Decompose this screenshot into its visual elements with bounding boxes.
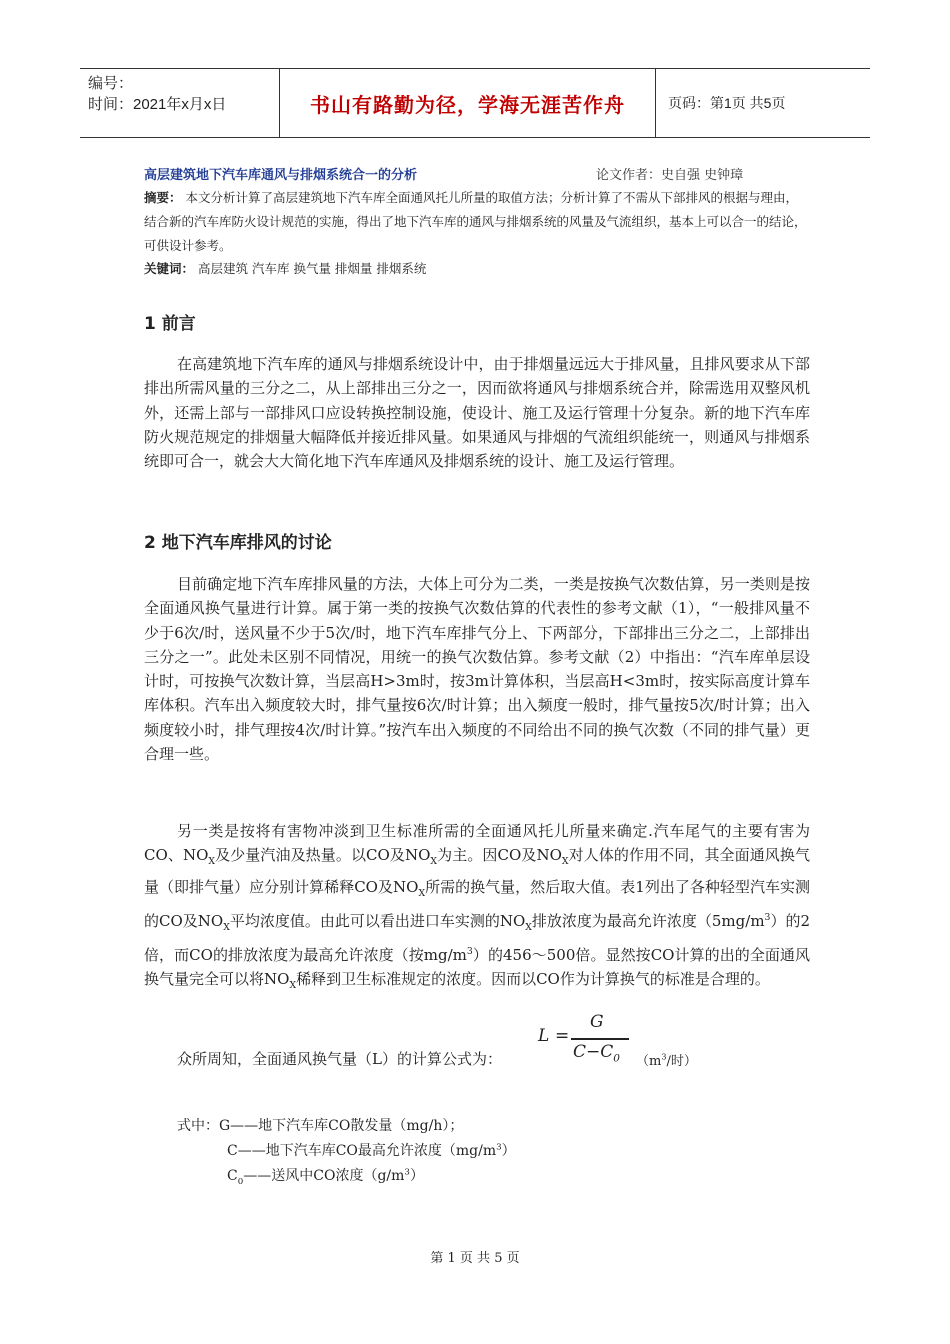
section-1-paragraph: 在高建筑地下汽车库的通风与排烟系统设计中，由于排烟量远远大于排风量，且排风要求从下部排出所需风量的三分之二，从上部排出三分之一，因而欲将通风与排烟系统合并，除需选用双整风机外，还需上部与一部排风口应设转换控制设施，使设计、施工及运行管理十分复杂。新的地下汽车库防火规范规定的排烟量大幅降低并接近排风量。如果通风与排烟的气流组织能统一，则通风与排烟系统即可合一，就会大大简化地下汽车库通风及排烟系统的设计、施工及运行管理。 [144,355,810,471]
subscript-x: X [208,856,216,868]
subscript-x: X [418,887,426,899]
subscript-x: X [561,856,569,868]
text-run: 另一类是按将有害物冲淡到卫生标准所需的全面通风托儿所量来确定.汽车尾气的主要有害为CO、NO [144,822,810,865]
formula-lhs: L [538,1026,550,1046]
subscript-x: X [289,980,297,992]
fraction-bar [571,1038,629,1040]
doc-number-label: 编号： [88,75,134,92]
header-page-info: 页码：第1页 共5页 [668,95,786,111]
definition-text: ） [409,1168,424,1184]
text-run: 所需的换气量，然后取大值。表1列出了各种轻型汽车实测的CO及NO [144,877,810,930]
subscript-0: 0 [237,1176,244,1187]
section-2-paragraph-1: 目前确定地下汽车库排风量的方法，大体上可分为二类，一类是按换气次数估算，另一类则是按全面通风换气量进行计算。属于第一类的按换气次数估算的代表性的参考文献（1），“一般排风量不少于6次/时，送风量不少于5次/时，地下汽车库排气分上、下两部分，下部排出三分之二，上部排出三分之一”。此处未区别不同情况，用统一的换气次数估算。参考文献（2）中指出：“汽车库单层设计时，可按换气次数计算，当层高H>3m时，按3m计算体积，当层高H<3m时，按实际高度计算车库体积。汽车出入频度较大时，排气量按6次/时计算；出入频度一般时，排气量按5次/时计算；出入频度较小时，排气理按4次/时计算。”按汽车出入频度的不同给出不同的换气次数（不同的排气量）更合理一些。 [144,575,810,764]
text-run: 对人体的作用不同，其全面通风换气量（即排气量）应分别计算稀释CO及NO [144,846,810,896]
definition-text: ——送风中CO浓度（g/m [243,1168,405,1184]
definition-c [227,1140,516,1160]
abstract-label: 摘要： [144,190,182,205]
superscript-3: 3 [764,911,771,923]
text-run: 为主。因CO及NO [437,846,562,865]
keywords-text: 高层建筑 汽车库 换气量 排烟量 排烟系统 [198,261,427,276]
text-run: 排放浓度为最高允许浓度（5mg/m [531,911,765,930]
abstract [144,186,810,258]
section-2-paragraph-2 [144,819,810,999]
text-run: ）的2倍，而CO的排放浓度为最高允许浓度（按mg/m [144,911,811,965]
formula-numerator: G [590,1012,604,1032]
article-title-row [144,164,804,183]
header-motto: 书山有路勤为径，学海无涯苦作舟 [280,69,656,137]
keywords [144,259,426,277]
definition-c0 [227,1165,424,1187]
page-footer: 第 1 页 共 5 页 [430,1251,520,1266]
unit-text: /时） [666,1054,697,1069]
subscript-x: X [223,921,230,933]
ventilation-formula [538,1010,638,1070]
subscript-x: X [430,856,438,868]
formula-unit [636,1050,697,1069]
article-authors: 论文作者：史自强 史钟璋 [596,168,744,183]
subscript-x: X [525,921,532,933]
text-run: 平均浓度值。由此可以看出进口车实测的NO [229,911,526,930]
formula-intro: 众所周知，全面通风换气量（L）的计算公式为： [177,1050,502,1068]
formula-denominator [573,1042,620,1064]
definition-g: 式中：G——地下汽车库CO散发量（mg/h）； [177,1118,464,1134]
header-table [80,68,870,138]
formula-equals: = [555,1026,570,1046]
definition-text: C [227,1168,238,1184]
abstract-text: 本文分析计算了高层建筑地下汽车库全面通风托儿所量的取值方法；分析计算了不需从下部排风的根据与理由，结合新的汽车库防火设计规范的实施，得出了地下汽车库的通风与排烟系统的风量及气流组织，基本上可以合一的结论，可供设计参考。 [144,190,807,253]
section-heading-1: 1 前言 [144,314,196,334]
superscript-3: 3 [661,1052,667,1062]
doc-date: 时间：2021年x月x日 [88,96,227,113]
definition-text: C——地下汽车库CO最高允许浓度（mg/m [227,1143,497,1159]
superscript-3: 3 [466,946,473,958]
denominator-subscript: 0 [613,1052,620,1065]
header-meta [80,69,280,137]
keywords-label: 关键词： [144,261,195,276]
superscript-3: 3 [496,1142,502,1153]
unit-text: （m [636,1054,662,1069]
superscript-3: 3 [404,1167,410,1178]
article-title: 高层建筑地下汽车库通风与排烟系统合一的分析 [144,168,418,183]
denominator-text: C−C [573,1042,614,1062]
definition-text: ） [501,1143,516,1159]
text-run: ）的456～500倍。显然按CO计算的出的全面通风换气量完全可以将NO [144,946,810,989]
text-run: 稀释到卫生标准规定的浓度。因而以CO作为计算换气的标准是合理的。 [296,970,770,989]
text-run: 及少量汽油及热量。以CO及NO [215,846,431,865]
section-heading-2: 2 地下汽车库排风的讨论 [144,533,332,553]
